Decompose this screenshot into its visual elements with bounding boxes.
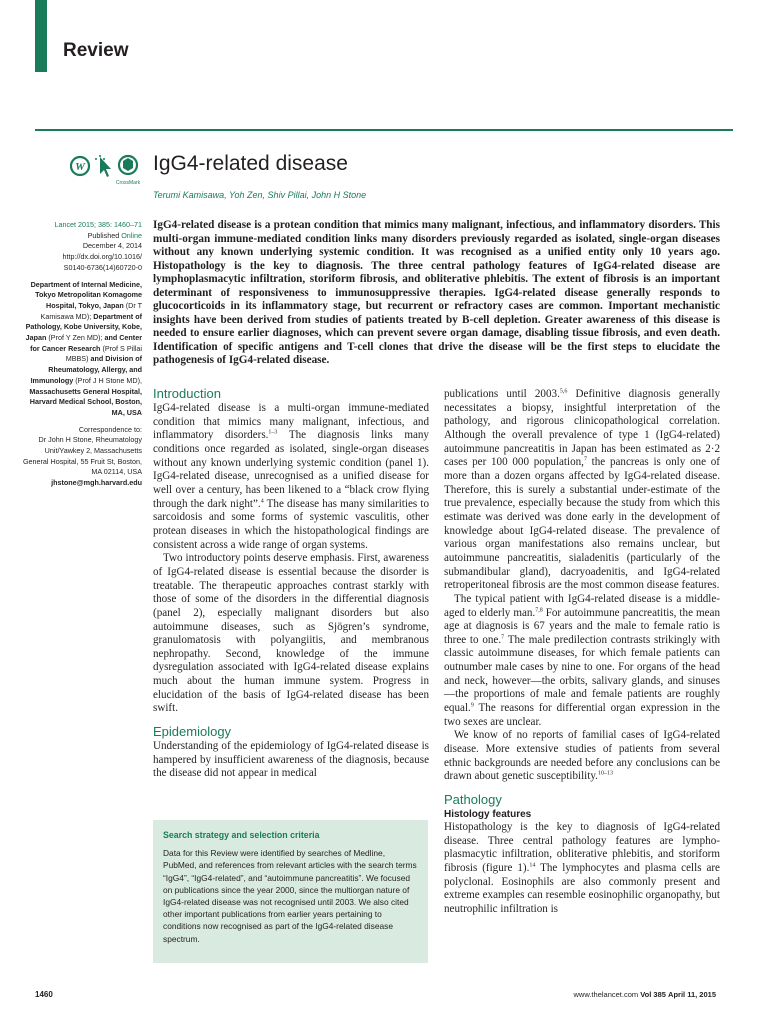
correspondence-email[interactable]: jhstone@mgh.harvard.edu <box>51 478 142 488</box>
reference[interactable]: 14 <box>529 862 536 869</box>
text-run: publications until 2003. <box>444 388 560 400</box>
text-run: The male predilection contrasts strikingly with classic autoimmune diseases, for which female patients can outnumber male cases by nine to one. For organs of the head and neck, however—the orbits, salivary glands, and sinuses—the proportions of male and female patients are roughly equal. <box>444 633 720 715</box>
affiliations <box>20 280 142 419</box>
affiliation-2: Department of Pathology, Kobe University, Kobe, Japan <box>25 311 142 343</box>
epidemiology-paragraph-1-continued <box>444 388 720 593</box>
cursor-icon <box>95 155 111 177</box>
svg-text:W: W <box>75 161 85 173</box>
correspondence-address: Dr John H Stone, Rheumatology Unit/Yawkey 2, Massachusetts General Hospital, 55 Fruit St, Boston, MA 02114, USA <box>22 435 142 477</box>
crossmark-label: CrossMark <box>115 180 141 186</box>
reference[interactable]: 9 <box>470 702 474 709</box>
panel-title: Search strategy and selection criteria <box>163 830 320 840</box>
badge-icons <box>70 154 142 188</box>
article-badges <box>70 154 142 188</box>
text-run: The diagnosis links many conditions once regarded as isolated, single-organ diseases without any known underlying systemic condition (panel 1). IgG4-related disease, unrecognised as a unified disease for well over a century, has been likened to a “black crow flying through the dark night”. <box>153 429 429 510</box>
abstract: IgG4-related disease is a protean condition that mimics many malignant, infectious, and inflammatory disorders. This multi-organ immune-mediated condition links many disorders previously regarded as isolated, single-organ diseases without any known underlying systemic condition. It was recognised as a unified entity only 10 years ago. Histopathology is the key to diagnosis. The three central pathology features of IgG4-related disease are lymphoplasmacytic infiltration, storiform fibrosis, and obliterative phlebitis. The extent of fibrosis is an important determinant of responsiveness to immunosuppressive therapies. IgG4-related disease generally responds to glucocorticoids in its inflammatory stage, but recurrent or refractory cases are common. Important mechanistic insights have been derived from studies of patients treated by B-cell depletion. Greater awareness of this disease is needed to ensure earlier diagnoses, which can prevent severe organ damage, disabling tissue fibrosis, and even death. Identification of specific antigens and T-cell clones that drive the disease will be the first steps to elucidate the pathogenesis of IgG4-related disease. <box>153 219 720 366</box>
journal-volume: Vol 385 <box>640 990 666 999</box>
text-run: We know of no reports of familial cases of IgG4-related disease. More extensive studies of patients from several ethnic backgrounds are needed before any conclusions can be drawn about genetic susceptibility. <box>444 729 720 783</box>
affiliation-1-person: (Dr T Kamisawa MD); <box>40 300 142 321</box>
affiliation-4: and Division of Rheumatology, Allergy, and Immunology <box>30 354 142 385</box>
text-run: The reasons for differential organ expression in the two sexes are unclear. <box>444 702 720 728</box>
correspondence-label: Correspondence to: <box>78 424 142 434</box>
reference[interactable]: 1–3 <box>268 429 278 436</box>
pathology-heading: Pathology <box>444 792 502 808</box>
correspondence <box>20 425 142 489</box>
published-online-link[interactable]: Online <box>121 230 142 240</box>
panel-body: Data for this Review were identified by searches of Medline, PubMed, and references from relevant articles with the search terms “IgG4”, “IgG4-related”, and “autoimmune pancreatitis”. We focused on publications since the year 2000, since the multiorgan nature of IgG4-related disease was not recognised until 2003. We also cited other important publications from earlier years pertaining to conditions now recognised as part of the IgG4-related disease spectrum. <box>163 848 417 944</box>
affiliation-2-person: (Prof Y Zen MD); <box>46 333 103 343</box>
footer-journal-info <box>574 990 716 999</box>
section-color-bar <box>35 0 47 72</box>
epidemiology-paragraph-3 <box>444 729 720 784</box>
pathology-paragraph-1 <box>444 821 720 917</box>
text-run: the pancreas is only one of more than a dozen organs affected by IgG4-related disease. Therefore, this is surely a substantial under-estimate of the true prevalence, especially because the study from which this estimate was derived was done early in the development of knowledge about IgG4-related disease. The prevalence of various organ manifestations also remains unclear, but autoimmune pancreatitis, sialadenitis (particularly of the submandibular gland), dacryoadenitis, and IgG4-related retroperitoneal fibrosis are the most common disease features. <box>444 456 720 592</box>
article-sidebar <box>20 220 142 495</box>
affiliation-4-person: (Prof J H Stone MD), <box>73 375 142 385</box>
reference[interactable]: 4 <box>260 497 264 504</box>
text-run: The lymphocytes and plasma cells are polyclonal. Eosinophils are also commonly present and extreme examples can resemble eosinophilic organopathy, but neutrophilic infiltration is <box>444 862 720 915</box>
journal-date: April 11, 2015 <box>668 990 716 999</box>
reference[interactable]: 5,6 <box>559 388 568 395</box>
histology-subheading: Histology features <box>444 809 532 821</box>
doi-link-line1[interactable]: http://dx.doi.org/10.1016/ <box>62 252 142 262</box>
journal-site-link[interactable]: www.thelancet.com <box>573 990 639 999</box>
text-run: For autoimmune pancreatitis, the mean age at diagnosis is 67 years and the male to female ratio is three to one. <box>444 606 720 646</box>
text-run: Definitive diagnosis generally necessitates a biopsy, insightful interpretation of the pathology, and rigorous clinicopathological correlation. Although the overall prevalence of type 1 (IgG4-related) autoimmune pancreatitis in Japan has been estimated as 2·2 cases per 100 000 population, <box>444 388 720 469</box>
epidemiology-heading: Epidemiology <box>153 724 232 740</box>
intro-paragraph-2: Two introductory points deserve emphasis. First, awareness of IgG4-related disease is essential because the disorder is treatable. The therapeutic approaches contrast starkly with those of some of the disorders in the differential diagnosis (panel 2), especially malignant disorders but also autoimmune diseases, such as Sjögren’s syndrome, granulomatosis with polyangiitis, and membranous nephropathy. Second, knowledge of the immune dysregulation associated with IgG4-related disease explains much about the human immune system. Progress in elucidation of the basis of IgG4-related disease has been swift. <box>153 552 429 715</box>
reference[interactable]: 7,8 <box>535 606 543 613</box>
epidemiology-paragraph-2 <box>444 593 720 730</box>
citation-block <box>20 220 142 274</box>
right-column <box>444 388 720 917</box>
introduction-heading: Introduction <box>153 386 221 401</box>
citation: Lancet 2015; 385: 1460–71 <box>54 220 142 229</box>
doi-link-line2[interactable]: S0140-6736(14)60720-0 <box>63 262 142 272</box>
open-access-icon[interactable] <box>71 157 89 175</box>
epidemiology-paragraph-1: Understanding of the epidemiology of IgG4-related disease is hampered by insufficient awareness of the diagnosis, because the disease did not appear in medical <box>153 740 429 780</box>
article-title: IgG4-related disease <box>153 152 348 175</box>
author-list: Terumi Kamisawa, Yoh Zen, Shiv Pillai, John H Stone <box>153 190 367 200</box>
left-column <box>153 386 429 781</box>
intro-paragraph-1 <box>153 402 429 552</box>
text-run: The disease has many similarities to sarcoidosis and some forms of systemic vasculitis, other protean diseases in which the histopathological findings are consistent across a wide range of organ systems. <box>153 497 429 551</box>
affiliation-5: Massachusetts General Hospital, Harvard Medical School, Boston, MA, USA <box>29 386 142 417</box>
crossmark-icon[interactable] <box>116 156 141 186</box>
reference[interactable]: 7 <box>583 456 587 463</box>
text-run: Histopathology is the key to diagnosis of IgG4-related disease. Three central pathology features are lympho-plasmacytic infiltration, obliterative phlebitis, and storiform fibrosis (figure 1). <box>444 821 720 874</box>
reference[interactable]: 7 <box>501 634 505 641</box>
affiliation-1: Department of Internal Medicine, Tokyo Metropolitan Komagome Hospital, Tokyo, Japan <box>30 279 142 310</box>
text-run: IgG4-related disease is a multi-organ immune-mediated condition that mimics many malignant, infectious, and inflammatory disorders. <box>153 402 429 442</box>
published-date: December 4, 2014 <box>82 241 142 251</box>
text-run: The typical patient with IgG4-related disease is a middle-aged to elderly man. <box>444 592 720 619</box>
affiliation-3-person: (Prof S Pillai MBBS) <box>65 343 142 364</box>
header-rule <box>35 129 733 131</box>
section-label: Review <box>63 40 129 61</box>
search-strategy-panel <box>153 820 428 963</box>
published-label: Published <box>87 230 120 240</box>
reference[interactable]: 10–13 <box>597 770 613 777</box>
affiliation-3: and Center for Cancer Research <box>30 333 142 353</box>
page-number: 1460 <box>35 990 53 999</box>
